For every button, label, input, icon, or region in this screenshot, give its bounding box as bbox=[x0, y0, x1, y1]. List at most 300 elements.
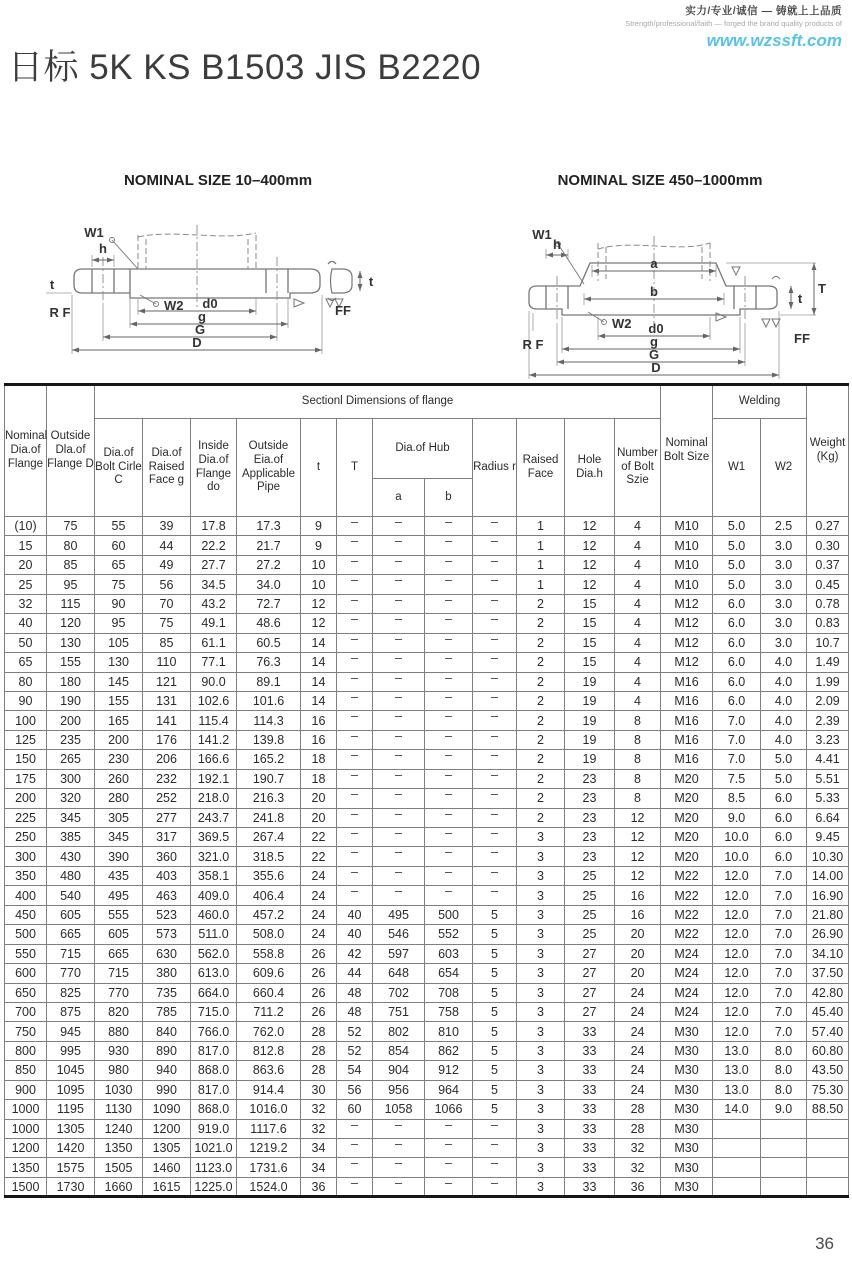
cell: 4.0 bbox=[761, 653, 807, 672]
cell: 558.8 bbox=[237, 944, 301, 963]
cell: 24 bbox=[615, 983, 661, 1002]
cell: 1200 bbox=[143, 1119, 191, 1138]
cell: 2 bbox=[517, 672, 565, 691]
cell: 10.30 bbox=[807, 847, 849, 866]
cell: 817.0 bbox=[191, 1080, 237, 1099]
cell: 12.0 bbox=[713, 905, 761, 924]
cell: 90 bbox=[95, 594, 143, 613]
cell: 605 bbox=[47, 905, 95, 924]
cell: 61.1 bbox=[191, 633, 237, 652]
cell: – bbox=[373, 1139, 425, 1158]
cell: – bbox=[425, 711, 473, 730]
diagram-section bbox=[0, 172, 852, 391]
cell: M30 bbox=[661, 1080, 713, 1099]
cell: M20 bbox=[661, 847, 713, 866]
table-row bbox=[5, 517, 849, 536]
cell: 711.2 bbox=[237, 1002, 301, 1021]
cell: 7.0 bbox=[761, 944, 807, 963]
table-row bbox=[5, 1002, 849, 1021]
cell: 27 bbox=[565, 983, 615, 1002]
cell: 65 bbox=[95, 555, 143, 574]
cell: – bbox=[473, 536, 517, 555]
cell: 19 bbox=[565, 711, 615, 730]
cell: 9.0 bbox=[713, 808, 761, 827]
cell: – bbox=[337, 594, 373, 613]
cell: 660.4 bbox=[237, 983, 301, 1002]
cell: 85 bbox=[47, 555, 95, 574]
cell: 550 bbox=[5, 944, 47, 963]
cell: – bbox=[373, 789, 425, 808]
cell: 812.8 bbox=[237, 1041, 301, 1060]
table-row bbox=[5, 1041, 849, 1060]
table-row bbox=[5, 925, 849, 944]
cell: 457.2 bbox=[237, 905, 301, 924]
cell: 630 bbox=[143, 944, 191, 963]
table-row bbox=[5, 750, 849, 769]
table-row bbox=[5, 614, 849, 633]
cell: 750 bbox=[5, 1022, 47, 1041]
col-header-weight: Weight (Kg) bbox=[807, 385, 849, 517]
cell: 28 bbox=[301, 1061, 337, 1080]
cell: 43.50 bbox=[807, 1061, 849, 1080]
cell: 1500 bbox=[5, 1177, 47, 1196]
label-ff: FF bbox=[794, 331, 810, 346]
diagram-title-left: NOMINAL SIZE 10–400mm bbox=[123, 172, 313, 189]
cell: 12.0 bbox=[713, 964, 761, 983]
table-row bbox=[5, 575, 849, 594]
col-header-hub: Dia.of Hub bbox=[373, 419, 473, 479]
table-row bbox=[5, 1119, 849, 1138]
table-row bbox=[5, 653, 849, 672]
cell: 766.0 bbox=[191, 1022, 237, 1041]
cell: 1240 bbox=[95, 1119, 143, 1138]
label-G: G bbox=[194, 322, 206, 337]
cell: – bbox=[425, 614, 473, 633]
cell: 60 bbox=[95, 536, 143, 555]
table-row bbox=[5, 594, 849, 613]
leader-lines bbox=[110, 238, 159, 307]
cell: M10 bbox=[661, 517, 713, 536]
cell: 20 bbox=[5, 555, 47, 574]
cell: – bbox=[337, 847, 373, 866]
cell: 3.0 bbox=[761, 633, 807, 652]
cell: 18 bbox=[301, 769, 337, 788]
cell: 5 bbox=[473, 1100, 517, 1119]
cell: 1130 bbox=[95, 1100, 143, 1119]
cell: 603 bbox=[425, 944, 473, 963]
cell bbox=[713, 1177, 761, 1196]
cell: 10 bbox=[301, 555, 337, 574]
cell: 403 bbox=[143, 866, 191, 885]
cell: 665 bbox=[95, 944, 143, 963]
cell: 4.41 bbox=[807, 750, 849, 769]
cell: 4 bbox=[615, 653, 661, 672]
cell: 3.23 bbox=[807, 730, 849, 749]
cell: 14.0 bbox=[713, 1100, 761, 1119]
cell: 5 bbox=[473, 1061, 517, 1080]
cell: 2.5 bbox=[761, 517, 807, 536]
cell: 24 bbox=[301, 905, 337, 924]
cell: 12 bbox=[301, 614, 337, 633]
cell: 3 bbox=[517, 964, 565, 983]
cell: 95 bbox=[47, 575, 95, 594]
cell: 700 bbox=[5, 1002, 47, 1021]
cell: 2 bbox=[517, 789, 565, 808]
cell: – bbox=[473, 1119, 517, 1138]
cell: 8 bbox=[615, 730, 661, 749]
table-row bbox=[5, 964, 849, 983]
cell: 4 bbox=[615, 575, 661, 594]
cell: 20 bbox=[301, 789, 337, 808]
cell: 4.0 bbox=[761, 672, 807, 691]
cell: 1117.6 bbox=[237, 1119, 301, 1138]
cell: 40 bbox=[5, 614, 47, 633]
cell: 12 bbox=[565, 575, 615, 594]
cell: 44 bbox=[337, 964, 373, 983]
cell: 15 bbox=[565, 633, 615, 652]
label-h: h bbox=[553, 237, 561, 252]
cell: 114.3 bbox=[237, 711, 301, 730]
cell: – bbox=[473, 750, 517, 769]
cell: – bbox=[373, 575, 425, 594]
cell: – bbox=[337, 711, 373, 730]
cell: 75.30 bbox=[807, 1080, 849, 1099]
cell: 495 bbox=[95, 886, 143, 905]
cell: M12 bbox=[661, 594, 713, 613]
cell: 115 bbox=[47, 594, 95, 613]
cell: 27 bbox=[565, 964, 615, 983]
cell: 751 bbox=[373, 1002, 425, 1021]
label-t-right: t bbox=[368, 274, 374, 289]
cell: 52 bbox=[337, 1022, 373, 1041]
cell: 20 bbox=[615, 944, 661, 963]
cell: 25 bbox=[565, 886, 615, 905]
cell: 12 bbox=[615, 866, 661, 885]
cell: 4 bbox=[615, 672, 661, 691]
cell: – bbox=[473, 808, 517, 827]
surface-finish-icons bbox=[716, 267, 780, 327]
cell: 33 bbox=[565, 1139, 615, 1158]
cell: 32 bbox=[615, 1158, 661, 1177]
label-h: h bbox=[99, 241, 107, 256]
cell: 3 bbox=[517, 1022, 565, 1041]
cell: 20 bbox=[615, 925, 661, 944]
cell: 50 bbox=[5, 633, 47, 652]
cell: – bbox=[373, 614, 425, 633]
cell: 27.7 bbox=[191, 555, 237, 574]
extension-lines bbox=[529, 249, 816, 379]
cell: 1305 bbox=[143, 1139, 191, 1158]
cell: 200 bbox=[47, 711, 95, 730]
cell: 14 bbox=[301, 672, 337, 691]
cell: 190 bbox=[47, 691, 95, 710]
cell: 141.2 bbox=[191, 730, 237, 749]
cell: M30 bbox=[661, 1177, 713, 1196]
cell: 400 bbox=[5, 886, 47, 905]
cell: 1505 bbox=[95, 1158, 143, 1177]
cell: 3.0 bbox=[761, 594, 807, 613]
cell: – bbox=[337, 1177, 373, 1196]
cell: 715.0 bbox=[191, 1002, 237, 1021]
cell: – bbox=[373, 691, 425, 710]
cell: 32 bbox=[615, 1139, 661, 1158]
cell: 802 bbox=[373, 1022, 425, 1041]
cell: 1731.6 bbox=[237, 1158, 301, 1177]
table-header bbox=[5, 385, 849, 517]
cell: 890 bbox=[143, 1041, 191, 1060]
cell: – bbox=[337, 575, 373, 594]
cell: 600 bbox=[5, 964, 47, 983]
cell: 945 bbox=[47, 1022, 95, 1041]
cell: 0.78 bbox=[807, 594, 849, 613]
cell: 762.0 bbox=[237, 1022, 301, 1041]
cell: 23 bbox=[565, 808, 615, 827]
cell: 605 bbox=[95, 925, 143, 944]
cell: 33 bbox=[565, 1080, 615, 1099]
cell: 1.49 bbox=[807, 653, 849, 672]
cell: – bbox=[425, 1177, 473, 1196]
cell: 22.2 bbox=[191, 536, 237, 555]
col-header-hub-a: a bbox=[373, 479, 425, 517]
cell: 3 bbox=[517, 866, 565, 885]
cell: 33 bbox=[565, 1158, 615, 1177]
cell: 546 bbox=[373, 925, 425, 944]
table-row bbox=[5, 828, 849, 847]
cell: 12.0 bbox=[713, 1022, 761, 1041]
cell: 5 bbox=[473, 944, 517, 963]
cell: 155 bbox=[47, 653, 95, 672]
cell: 4 bbox=[615, 555, 661, 574]
cell: 24 bbox=[301, 925, 337, 944]
cell: 980 bbox=[95, 1061, 143, 1080]
cell: 1225.0 bbox=[191, 1177, 237, 1196]
cell: 49 bbox=[143, 555, 191, 574]
cell: 65 bbox=[5, 653, 47, 672]
welding-header: Welding bbox=[713, 385, 807, 419]
cell: – bbox=[337, 730, 373, 749]
cell: 101.6 bbox=[237, 691, 301, 710]
cell: 23 bbox=[565, 769, 615, 788]
cell: 33 bbox=[565, 1041, 615, 1060]
cell: 463 bbox=[143, 886, 191, 905]
cell: 16 bbox=[615, 905, 661, 924]
cell: 770 bbox=[95, 983, 143, 1002]
cell: – bbox=[373, 730, 425, 749]
cell: 3 bbox=[517, 1139, 565, 1158]
cell: – bbox=[425, 1119, 473, 1138]
cell bbox=[807, 1177, 849, 1196]
cell: 1 bbox=[517, 575, 565, 594]
cell: 3 bbox=[517, 1041, 565, 1060]
cell: – bbox=[425, 575, 473, 594]
cell: 758 bbox=[425, 1002, 473, 1021]
cell: 450 bbox=[5, 905, 47, 924]
cell: 1195 bbox=[47, 1100, 95, 1119]
cell: 130 bbox=[95, 653, 143, 672]
cell: 60.5 bbox=[237, 633, 301, 652]
cell: 75 bbox=[47, 517, 95, 536]
cell: – bbox=[373, 536, 425, 555]
cell: 26 bbox=[301, 983, 337, 1002]
cell: 495 bbox=[373, 905, 425, 924]
table-row bbox=[5, 808, 849, 827]
cell: 6.0 bbox=[713, 594, 761, 613]
cell: M30 bbox=[661, 1119, 713, 1138]
cell: 5 bbox=[473, 925, 517, 944]
cell: 369.5 bbox=[191, 828, 237, 847]
cell: 409.0 bbox=[191, 886, 237, 905]
cell: 1000 bbox=[5, 1119, 47, 1138]
col-header-bolt-circle: Dia.of Bolt Cirle C bbox=[95, 419, 143, 517]
cell: 115.4 bbox=[191, 711, 237, 730]
cell: – bbox=[373, 1177, 425, 1196]
cell: – bbox=[425, 555, 473, 574]
cell: 854 bbox=[373, 1041, 425, 1060]
label-d0: d0 bbox=[648, 321, 664, 336]
cell: 45.40 bbox=[807, 1002, 849, 1021]
cell: 190.7 bbox=[237, 769, 301, 788]
cell: – bbox=[373, 672, 425, 691]
cell: – bbox=[425, 1158, 473, 1177]
cell: M10 bbox=[661, 555, 713, 574]
cell: – bbox=[473, 691, 517, 710]
cell: 8.0 bbox=[761, 1080, 807, 1099]
center-lines bbox=[103, 225, 277, 307]
cell: 23 bbox=[565, 828, 615, 847]
cell: – bbox=[373, 750, 425, 769]
cell: 0.37 bbox=[807, 555, 849, 574]
cell: – bbox=[425, 594, 473, 613]
label-t: t bbox=[797, 291, 803, 306]
cell: 54 bbox=[337, 1061, 373, 1080]
cell: 460.0 bbox=[191, 905, 237, 924]
cell: 26 bbox=[301, 1002, 337, 1021]
cell: 2 bbox=[517, 711, 565, 730]
cell: – bbox=[473, 789, 517, 808]
cell: 23 bbox=[565, 847, 615, 866]
cell: 180 bbox=[47, 672, 95, 691]
label-D: D bbox=[651, 360, 661, 375]
table-row bbox=[5, 1061, 849, 1080]
cell: 36 bbox=[615, 1177, 661, 1196]
cell: M22 bbox=[661, 886, 713, 905]
cell: 75 bbox=[143, 614, 191, 633]
cell: 863.6 bbox=[237, 1061, 301, 1080]
cell: 13.0 bbox=[713, 1041, 761, 1060]
website-link[interactable]: www.wzssft.com bbox=[706, 31, 842, 50]
cell: 80 bbox=[47, 536, 95, 555]
cell: 8 bbox=[615, 769, 661, 788]
cell bbox=[807, 1119, 849, 1138]
cell: 3 bbox=[517, 1002, 565, 1021]
cell: 511.0 bbox=[191, 925, 237, 944]
cell: 24 bbox=[301, 886, 337, 905]
cell: 3 bbox=[517, 1119, 565, 1138]
cell: 6.0 bbox=[761, 847, 807, 866]
cell: 52 bbox=[337, 1041, 373, 1060]
cell: 14.00 bbox=[807, 866, 849, 885]
table-row bbox=[5, 691, 849, 710]
table-row bbox=[5, 1158, 849, 1177]
cell: 121 bbox=[143, 672, 191, 691]
cell: 3 bbox=[517, 1080, 565, 1099]
cell: 15 bbox=[565, 614, 615, 633]
cell: – bbox=[373, 517, 425, 536]
cell: – bbox=[373, 711, 425, 730]
cell: 72.7 bbox=[237, 594, 301, 613]
cell: – bbox=[373, 555, 425, 574]
cell: – bbox=[425, 789, 473, 808]
cell: – bbox=[337, 886, 373, 905]
cell: M24 bbox=[661, 983, 713, 1002]
table-row bbox=[5, 730, 849, 749]
col-header-nominal: Nominal Dia.of Flange bbox=[5, 385, 47, 517]
cell: 6.0 bbox=[713, 653, 761, 672]
table-row bbox=[5, 633, 849, 652]
cell: M30 bbox=[661, 1041, 713, 1060]
cell: 33 bbox=[565, 1061, 615, 1080]
cell: 105 bbox=[95, 633, 143, 652]
cell: 12 bbox=[565, 517, 615, 536]
table-row bbox=[5, 789, 849, 808]
cell: 30 bbox=[301, 1080, 337, 1099]
cell: – bbox=[473, 1158, 517, 1177]
cell: 24 bbox=[615, 1061, 661, 1080]
cell: 120 bbox=[47, 614, 95, 633]
cell: 810 bbox=[425, 1022, 473, 1041]
cell: 1305 bbox=[47, 1119, 95, 1138]
cell: 360 bbox=[143, 847, 191, 866]
cell: – bbox=[425, 730, 473, 749]
cell: – bbox=[337, 1119, 373, 1138]
cell: 60.80 bbox=[807, 1041, 849, 1060]
cell: 175 bbox=[5, 769, 47, 788]
col-header-raised-face-g: Dia.of Raised Face g bbox=[143, 419, 191, 517]
label-w2: W2 bbox=[612, 316, 632, 331]
cell: 12.0 bbox=[713, 925, 761, 944]
cell: 3 bbox=[517, 886, 565, 905]
cell: 1123.0 bbox=[191, 1158, 237, 1177]
cell: 1219.2 bbox=[237, 1139, 301, 1158]
cell: 24 bbox=[615, 1002, 661, 1021]
cell: 850 bbox=[5, 1061, 47, 1080]
col-header-bolt-count: Number of Bolt Szie bbox=[615, 419, 661, 517]
cell: – bbox=[337, 1139, 373, 1158]
cell: 2.39 bbox=[807, 711, 849, 730]
cell: 345 bbox=[47, 808, 95, 827]
cell: 613.0 bbox=[191, 964, 237, 983]
cell: 2 bbox=[517, 594, 565, 613]
cell: – bbox=[373, 866, 425, 885]
cell: 34.5 bbox=[191, 575, 237, 594]
cell: 265 bbox=[47, 750, 95, 769]
cell: 48 bbox=[337, 983, 373, 1002]
page-number: 36 bbox=[815, 1234, 834, 1253]
cell: 2 bbox=[517, 750, 565, 769]
cell: 919.0 bbox=[191, 1119, 237, 1138]
cell: 33 bbox=[565, 1177, 615, 1196]
cell: 358.1 bbox=[191, 866, 237, 885]
cell: 267.4 bbox=[237, 828, 301, 847]
cell: – bbox=[473, 614, 517, 633]
cell: 12 bbox=[615, 847, 661, 866]
center-lines bbox=[557, 236, 745, 326]
cell: 880 bbox=[95, 1022, 143, 1041]
cell: 7.0 bbox=[713, 730, 761, 749]
cell: 1045 bbox=[47, 1061, 95, 1080]
flange-table-body bbox=[5, 517, 849, 1197]
cell: – bbox=[337, 866, 373, 885]
